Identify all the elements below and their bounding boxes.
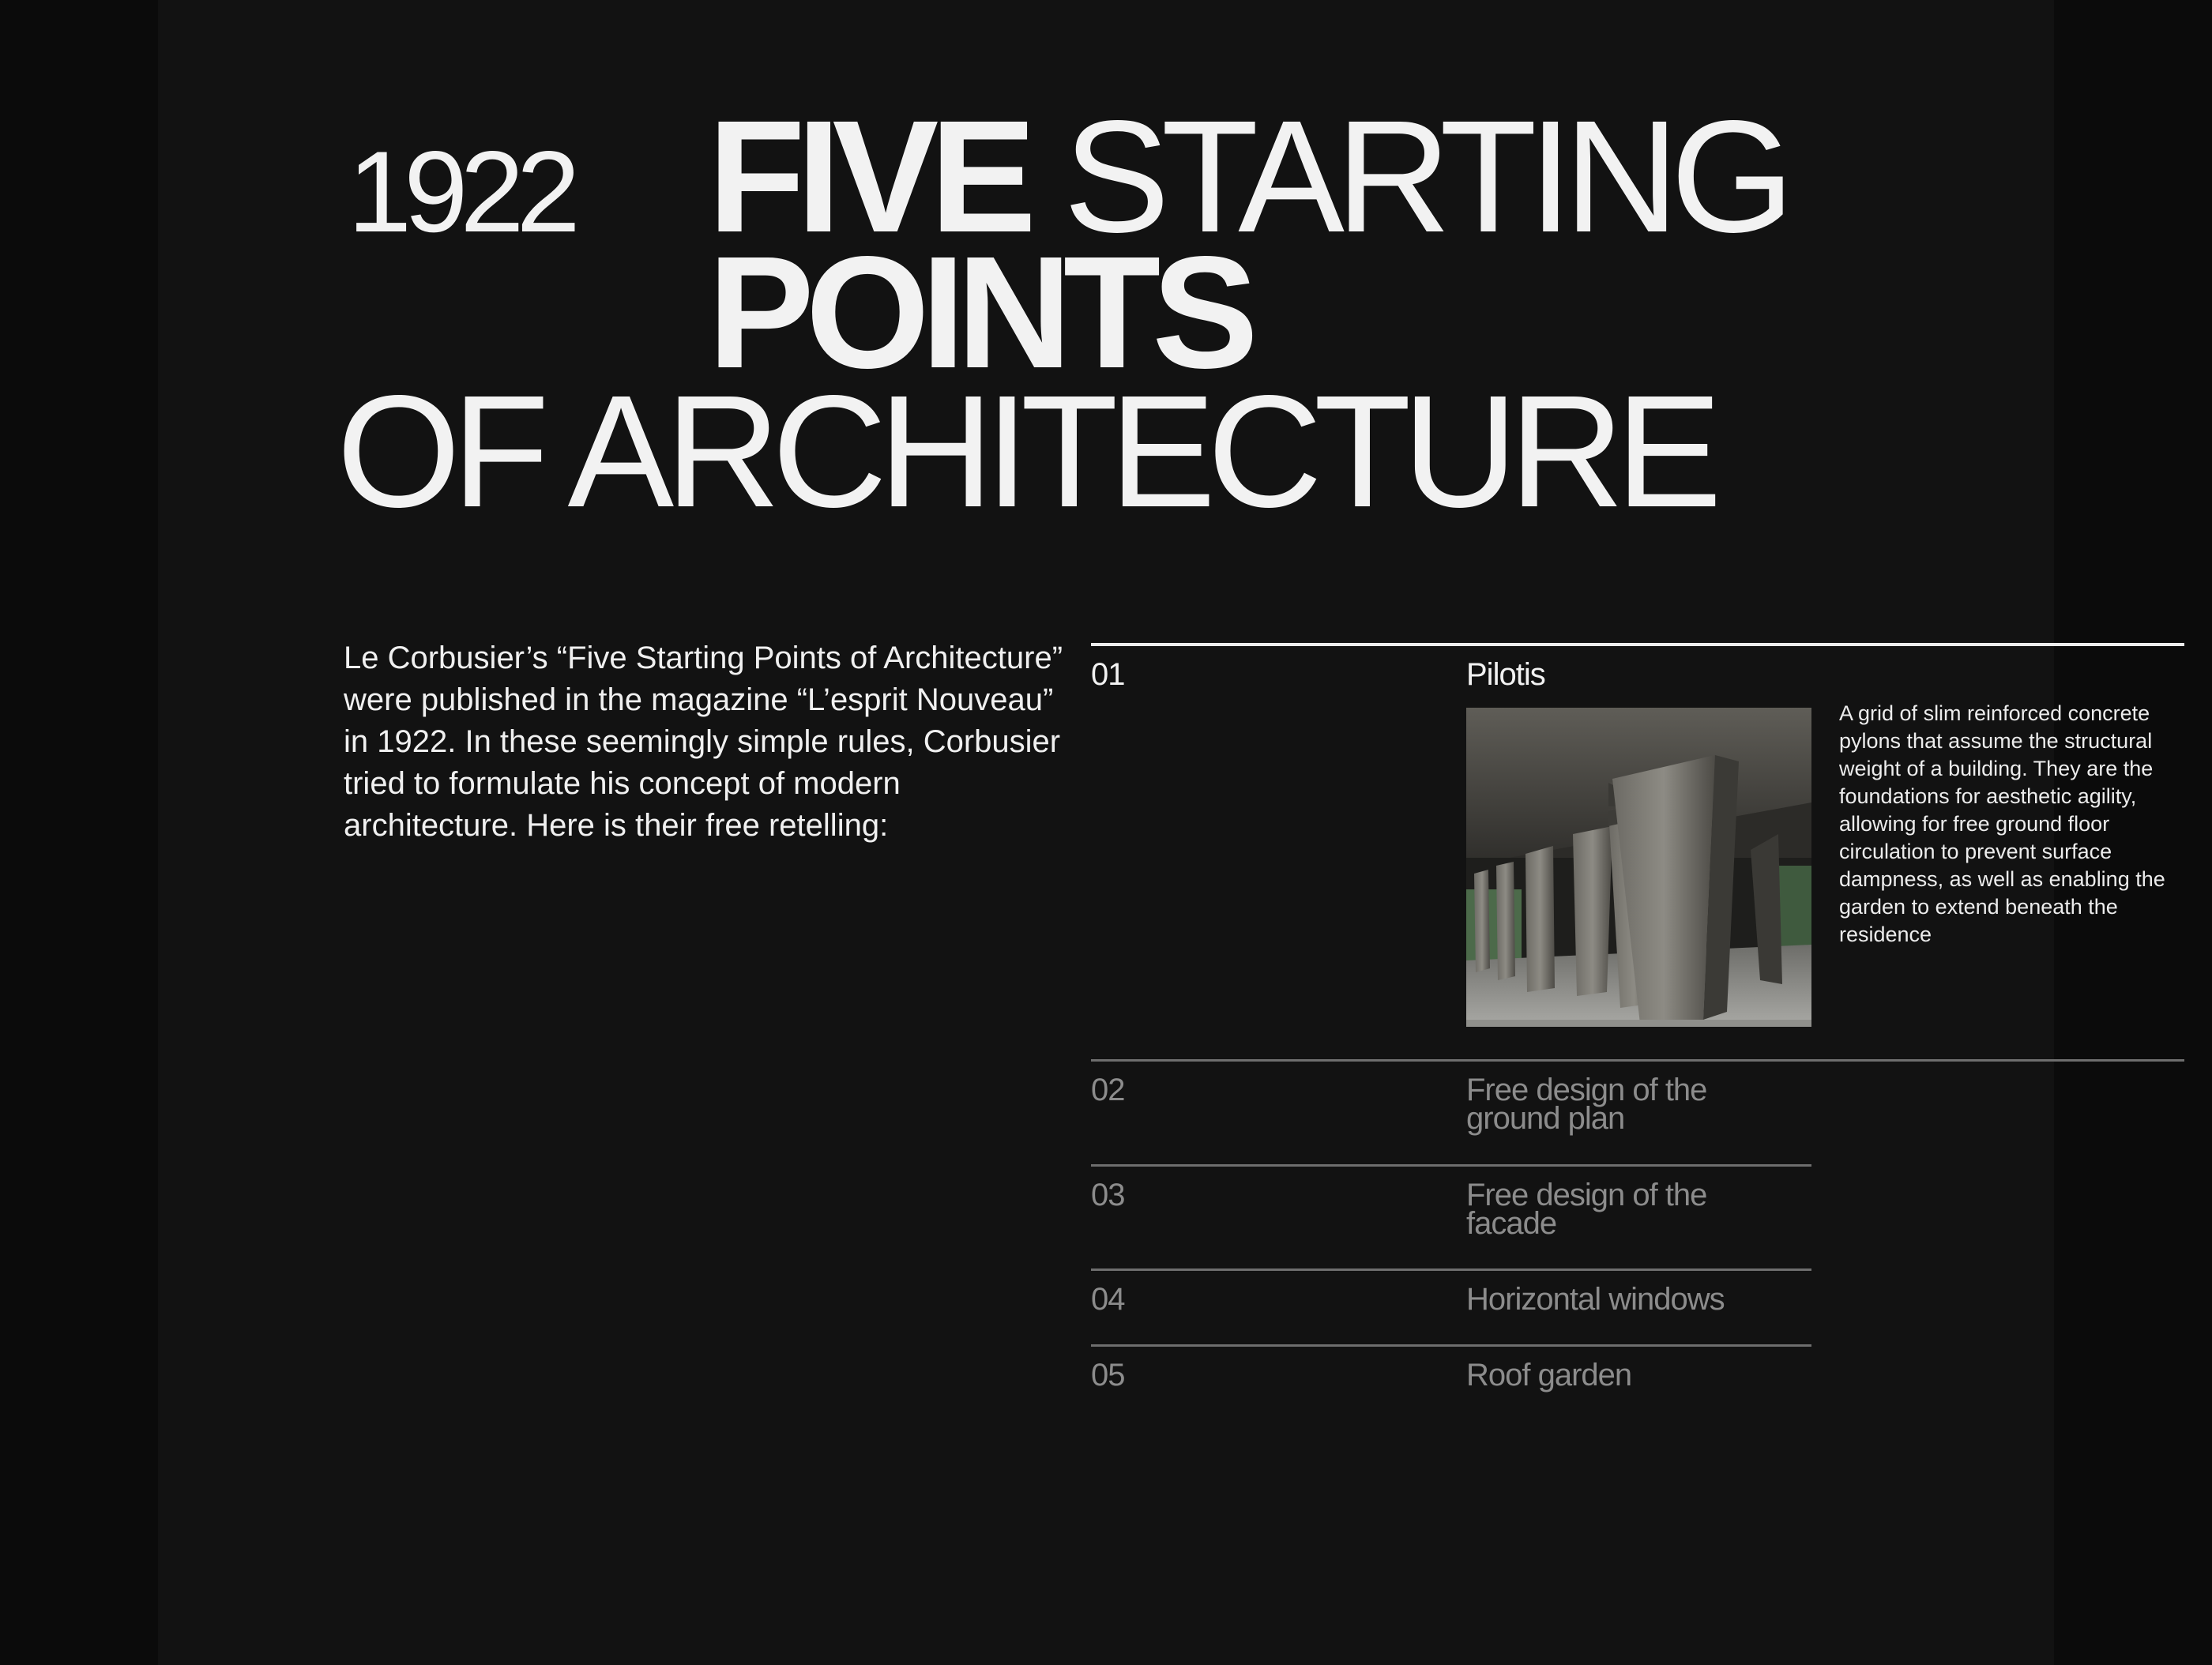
year-label: 1922	[348, 127, 573, 256]
divider	[1091, 1059, 2184, 1062]
point-number: 03	[1091, 1178, 1125, 1212]
pilotis-photo	[1466, 708, 1811, 1027]
point-number: 02	[1091, 1073, 1125, 1107]
page	[158, 0, 2165, 1665]
title-word-starting: STARTING	[1063, 87, 1786, 265]
divider	[1091, 1344, 1811, 1347]
title-word-five: FIVE	[708, 87, 1028, 265]
title-line-3: OF ARCHITECTURE	[337, 362, 1714, 540]
title-word-points: POINTS	[708, 223, 1250, 401]
point-title: Roof garden	[1466, 1358, 1632, 1393]
point-number: 05	[1091, 1358, 1125, 1393]
divider-top	[1091, 643, 2184, 646]
point-title: Horizontal windows	[1466, 1282, 1725, 1317]
divider	[1091, 1268, 1811, 1271]
point-description: A grid of slim reinforced concrete pylons that assume the structural weight of a building. They are the foundations for aesthetic agility, allowing for free ground floor circulation to prevent surface dampness, as well as enabling the garden to extend beneath the residence	[1839, 701, 2165, 946]
intro-text: Le Corbusier’s “Five Starting Points of Architecture” were published in the magazine “L’esprit Nouveau” in 1922. In these seemingly simple rules, Corbusier tried to formulate his concept of modern architecture. Here is their free retelling:	[344, 641, 1063, 843]
point-number: 01	[1091, 657, 1125, 692]
point-title: Pilotis	[1466, 657, 1545, 692]
point-number: 04	[1091, 1282, 1125, 1317]
divider	[1091, 1164, 1811, 1167]
point-title: Free design of the facade	[1466, 1178, 1707, 1241]
point-title: Free design of the ground plan	[1466, 1073, 1707, 1136]
